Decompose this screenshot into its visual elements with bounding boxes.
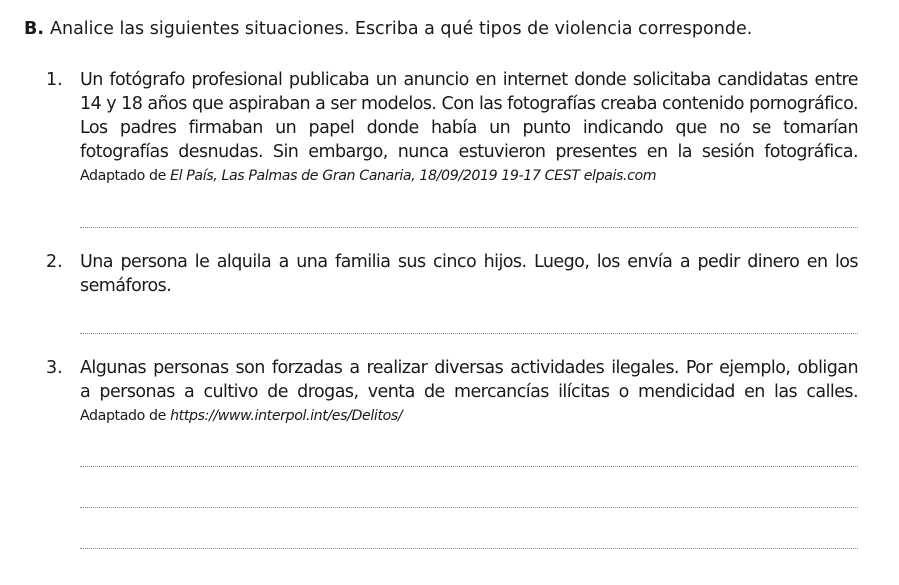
item-number: 2. — [46, 252, 63, 272]
source-prefix: Adaptado de — [80, 168, 171, 184]
section-heading — [24, 17, 752, 41]
item-body — [80, 356, 858, 427]
item-text-line: Algunas personas son forzadas a realizar diversas actividades ilegales. Por ejemplo, obligan — [80, 358, 858, 378]
item-number: 3. — [46, 358, 63, 378]
item-body — [80, 68, 858, 187]
item-text-line: Los padres firmaban un papel donde había un punto indicando que no se tomarían — [80, 118, 858, 138]
section-label: B. — [24, 19, 44, 39]
item-text-line: 14 y 18 años que aspiraban a ser modelos. Con las fotografías creaba contenido pornográfico. — [80, 94, 858, 114]
item-text-line: Una persona le alquila a una familia sus cinco hijos. Luego, los envía a pedir dinero en los — [80, 252, 858, 272]
source-reference: https://www.interpol.int/es/Delitos/ — [170, 408, 403, 424]
source-reference: El País, Las Palmas de Gran Canaria, 18/09/2019 19-17 CEST elpais.com — [170, 168, 657, 184]
item-text-line: fotografías desnudas. Sin embargo, nunca estuvieron presentes en la sesión fotográfica. — [80, 142, 858, 162]
source-prefix: Adaptado de — [80, 408, 171, 424]
item-source-citation — [80, 405, 858, 427]
item-number: 1. — [46, 70, 63, 90]
answer-line-1[interactable] — [80, 227, 858, 228]
item-text-line: semáforos. — [80, 276, 172, 296]
item-source-citation — [80, 165, 858, 187]
answer-line-3a[interactable] — [80, 466, 858, 467]
answer-line-3c[interactable] — [80, 548, 858, 549]
answer-line-3b[interactable] — [80, 507, 858, 508]
section-instructions: Analice las siguientes situaciones. Escriba a qué tipos de violencia corresponde. — [50, 19, 753, 39]
item-text-line: Un fotógrafo profesional publicaba un anuncio en internet donde solicitaba candidatas entre — [80, 70, 858, 90]
item-text-line: a personas a cultivo de drogas, venta de mercancías ilícitas o mendicidad en las calles. — [80, 382, 858, 402]
item-body — [80, 250, 858, 298]
answer-line-2[interactable] — [80, 333, 858, 334]
